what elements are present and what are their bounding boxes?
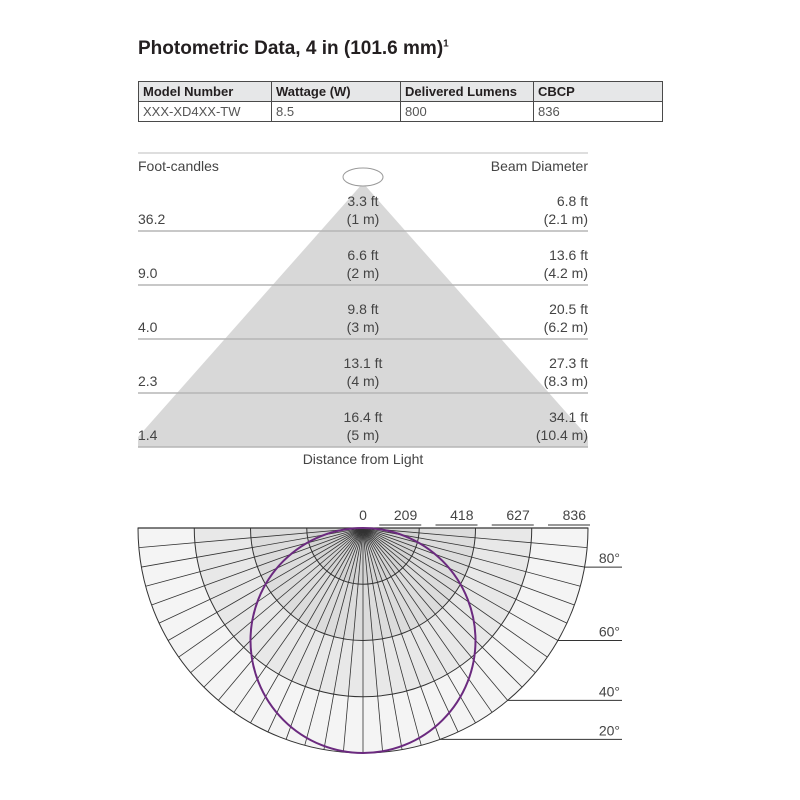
footcandles-value: 4.0 xyxy=(138,319,158,335)
cell-cbcp: 836 xyxy=(534,102,663,122)
beam-ft-value: 27.3 ft xyxy=(549,355,588,371)
distance-m-value: (1 m) xyxy=(346,211,380,227)
distance-ft-value: 9.8 ft xyxy=(347,301,379,317)
beam-m-value: (8.3 m) xyxy=(543,373,588,389)
distance-ft-value: 16.4 ft xyxy=(343,409,383,425)
cell-model-number: XXX-XD4XX-TW xyxy=(139,102,272,122)
distance-ft-value: 3.3 ft xyxy=(347,193,379,209)
beam-m-value: (6.2 m) xyxy=(543,319,588,335)
distance-ft-value: 6.6 ft xyxy=(347,247,379,263)
footcandles-value: 2.3 xyxy=(138,373,158,389)
angle-label: 60° xyxy=(598,623,620,640)
radial-tick-label: 209 xyxy=(393,507,418,523)
distance-from-light-label: Distance from Light xyxy=(302,451,424,467)
title-text: Photometric Data, 4 in (101.6 mm) xyxy=(138,38,444,59)
footcandles-value: 1.4 xyxy=(138,427,158,443)
angle-label: 80° xyxy=(598,550,620,567)
beam-ft-value: 34.1 ft xyxy=(549,409,588,425)
distance-ft-value: 13.1 ft xyxy=(343,355,383,371)
header-delivered-lumens: Delivered Lumens xyxy=(401,82,534,102)
cell-wattage: 8.5 xyxy=(272,102,401,122)
header-wattage: Wattage (W) xyxy=(272,82,401,102)
angle-label: 40° xyxy=(598,683,620,700)
distance-m-value: (3 m) xyxy=(346,319,380,335)
title-footnote: 1 xyxy=(443,38,449,50)
beam-ft-value: 13.6 ft xyxy=(549,247,588,263)
beam-ft-value: 6.8 ft xyxy=(556,193,588,209)
distance-m-value: (4 m) xyxy=(346,373,380,389)
footcandles-header: Foot-candles xyxy=(138,158,219,174)
footcandles-value: 36.2 xyxy=(138,211,166,227)
distance-m-value: (2 m) xyxy=(346,265,380,281)
beam-m-value: (4.2 m) xyxy=(543,265,588,281)
distance-m-value: (5 m) xyxy=(346,427,380,443)
footcandles-value: 9.0 xyxy=(138,265,158,281)
beam-diameter-header: Beam Diameter xyxy=(490,158,588,174)
angle-label: 20° xyxy=(598,722,620,739)
beam-m-value: (10.4 m) xyxy=(535,427,588,443)
radial-tick-label: 627 xyxy=(506,507,530,523)
cell-delivered-lumens: 800 xyxy=(401,102,534,122)
header-model-number: Model Number xyxy=(139,82,272,102)
radial-tick-label: 418 xyxy=(450,507,474,523)
radial-tick-label: 836 xyxy=(562,507,586,523)
header-cbcp: CBCP xyxy=(534,82,663,102)
beam-m-value: (2.1 m) xyxy=(543,211,588,227)
radial-tick-label: 0 xyxy=(359,507,367,523)
beam-ft-value: 20.5 ft xyxy=(549,301,588,317)
